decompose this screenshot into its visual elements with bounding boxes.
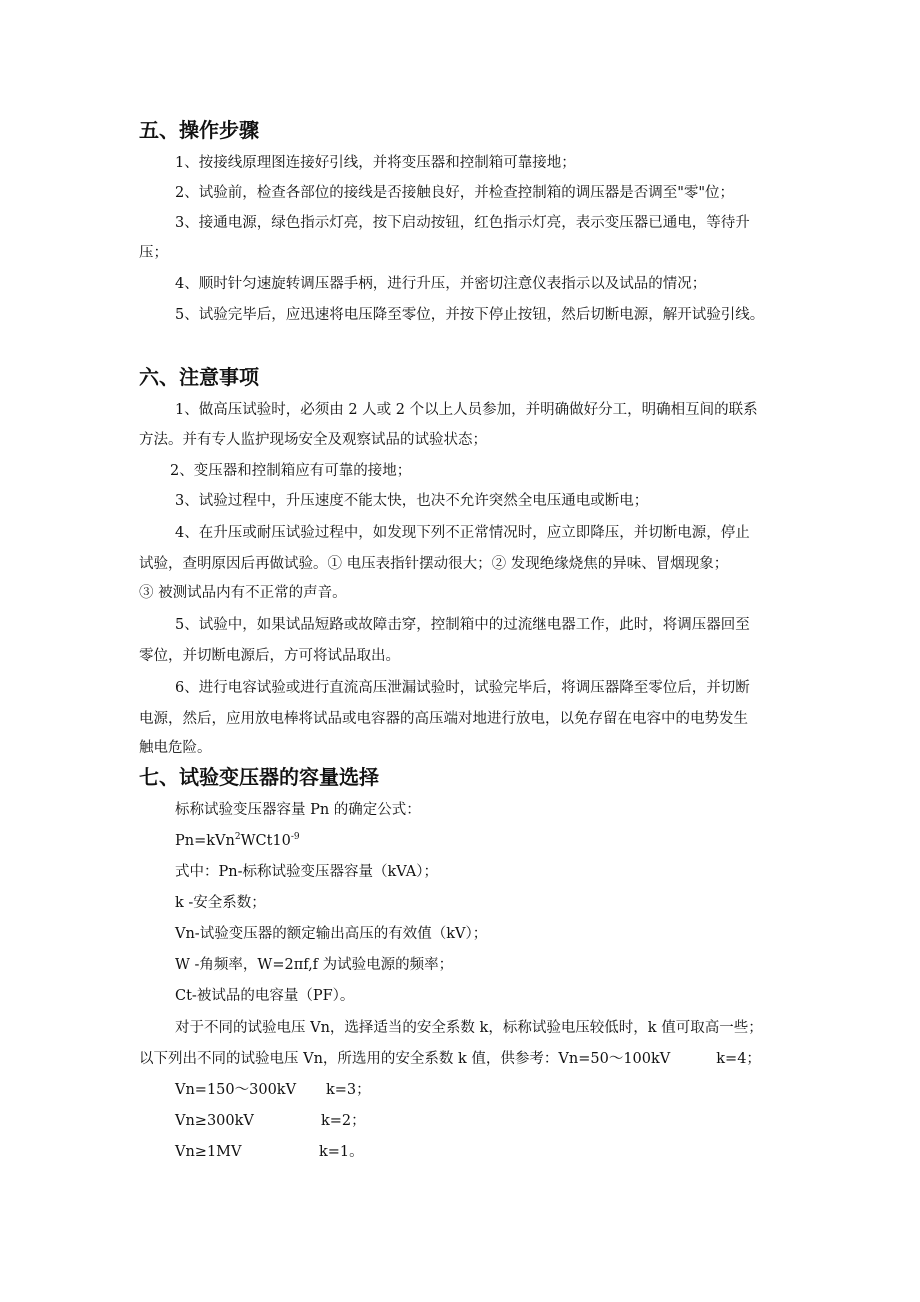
section7-formula bbox=[175, 826, 300, 856]
formula-sup-1: 2 bbox=[234, 832, 241, 842]
section6-line-12: 触电危险。 bbox=[139, 740, 212, 756]
section6-line-8: 5、试验中，如果试品短路或故障击穿，控制箱中的过流继电器工作，此时，将调压器回至 bbox=[175, 617, 750, 633]
table-row-2-v: Vn≥300kV bbox=[175, 1113, 254, 1129]
section7-def-3: Vn-试验变压器的额定输出高压的有效值（kV）； bbox=[175, 926, 488, 942]
section6-line-5: 4、在升压或耐压试验过程中，如发现下列不正常情况时，应立即降压，并切断电源，停止 bbox=[175, 525, 750, 541]
section5-item-5: 5、试验完毕后，应迅速将电压降至零位，并按下停止按钮，然后切断电源，解开试验引线。 bbox=[175, 307, 765, 323]
section6-title: 六、注意事项 bbox=[139, 365, 259, 389]
table-row-2-k: k=2； bbox=[321, 1113, 366, 1129]
section7-para-1: 对于不同的试验电压 Vn，选择适当的安全系数 k，标称试验电压较低时，k 值可取高一些； bbox=[175, 1020, 763, 1036]
formula-sup-2: -9 bbox=[290, 832, 300, 842]
table-row-1-k: k=3； bbox=[326, 1082, 371, 1098]
section7-def-2: k -安全系数； bbox=[175, 895, 266, 911]
section6-line-11: 电源，然后，应用放电棒将试品或电容器的高压端对地进行放电，以免存留在电容中的电势发生 bbox=[139, 711, 748, 727]
section7-def-5: Ct-被试品的电容量（PF）。 bbox=[175, 988, 355, 1004]
section5-title: 五、操作步骤 bbox=[139, 118, 259, 142]
table-row-3-v: Vn≥1MV bbox=[175, 1144, 242, 1160]
section6-line-6: 试验，查明原因后再做试验。① 电压表指针摆动很大；② 发现绝缘烧焦的异味、冒烟现象； bbox=[139, 556, 729, 572]
formula-part-b: WCt10 bbox=[240, 833, 291, 849]
section7-def-1: 式中：Pn-标称试验变压器容量（kVA）； bbox=[175, 864, 438, 880]
section6-line-2: 方法。并有专人监护现场安全及观察试品的试验状态； bbox=[139, 432, 487, 448]
section7-para-2 bbox=[139, 1044, 761, 1074]
section6-line-10: 6、进行电容试验或进行直流高压泄漏试验时，试验完毕后，将调压器降至零位后，并切断 bbox=[175, 680, 750, 696]
formula-part-a: Pn=kVn bbox=[175, 833, 235, 849]
section7-def-4: W -角频率，W=2πf,f 为试验电源的频率； bbox=[175, 957, 454, 973]
section7-para-2-k: k=4； bbox=[716, 1051, 761, 1067]
section6-line-4: 3、试验过程中，升压速度不能太快，也决不允许突然全电压通电或断电； bbox=[175, 493, 649, 509]
section5-item-3: 3、接通电源，绿色指示灯亮，按下启动按钮，红色指示灯亮，表示变压器已通电，等待升 bbox=[175, 215, 750, 231]
section5-item-1: 1、按接线原理图连接好引线，并将变压器和控制箱可靠接地； bbox=[175, 155, 576, 171]
table-row-3-k: k=1。 bbox=[319, 1144, 364, 1160]
section5-item-2: 2、试验前，检查各部位的接线是否接触良好，并检查控制箱的调压器是否调至"零"位； bbox=[175, 185, 735, 201]
section6-line-7: ③ 被测试品内有不正常的声音。 bbox=[139, 585, 347, 601]
section6-line-9: 零位，并切断电源后，方可将试品取出。 bbox=[139, 648, 400, 664]
section7-title: 七、试验变压器的容量选择 bbox=[139, 765, 379, 789]
section5-item-4: 4、顺时针匀速旋转调压器手柄，进行升压，并密切注意仪表指示以及试品的情况； bbox=[175, 276, 707, 292]
section6-line-3: 2、变压器和控制箱应有可靠的接地； bbox=[170, 463, 412, 479]
section6-line-1: 1、做高压试验时，必须由 2 人或 2 个以上人员参加，并明确做好分工，明确相互间的联系 bbox=[175, 402, 758, 418]
section5-item-3-cont: 压； bbox=[139, 245, 168, 261]
section7-intro: 标称试验变压器容量 Pn 的确定公式： bbox=[175, 802, 421, 818]
table-row-1-v: Vn=150～300kV bbox=[175, 1082, 297, 1098]
section7-para-2-text: 以下列出不同的试验电压 Vn，所选用的安全系数 k 值，供参考：Vn=50～100kV bbox=[139, 1051, 671, 1067]
